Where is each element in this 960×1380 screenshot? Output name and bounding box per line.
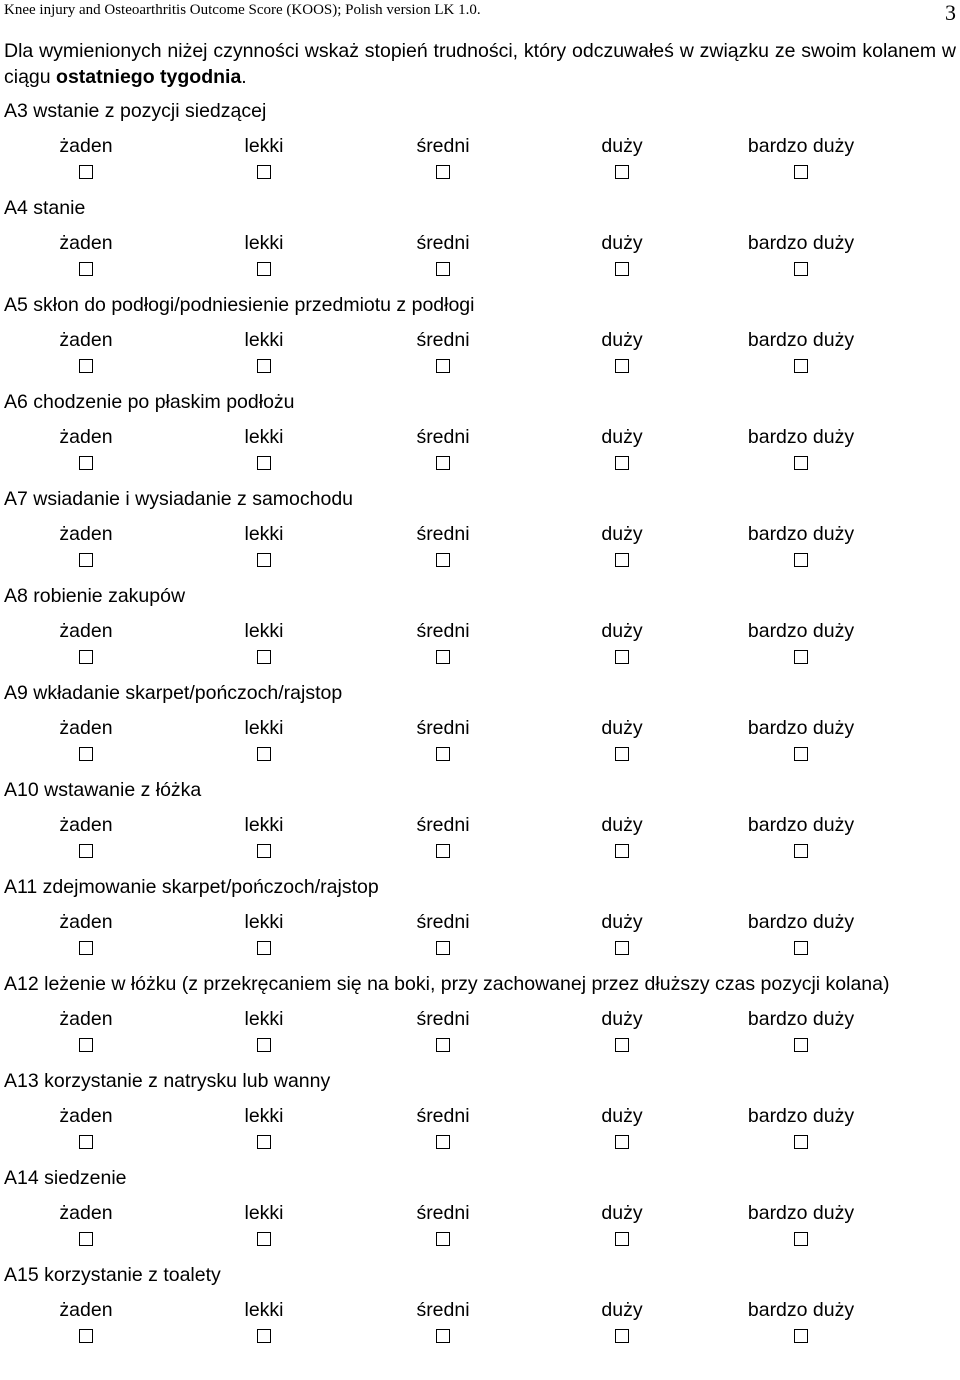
question-label: A9 wkładanie skarpet/pończoch/rajstop: [4, 682, 343, 704]
answer-option[interactable]: [0, 1006, 176, 1052]
answer-option[interactable]: [353, 230, 533, 276]
answer-option-label: lekki: [244, 426, 284, 448]
answer-option[interactable]: [174, 1200, 354, 1246]
answer-checkbox[interactable]: [436, 262, 450, 276]
answer-option[interactable]: [174, 327, 354, 373]
answer-options: [4, 327, 956, 389]
answer-checkbox[interactable]: [615, 650, 629, 664]
answer-option[interactable]: [711, 1297, 891, 1343]
answer-option-label: żaden: [59, 426, 113, 448]
answer-option-label: żaden: [59, 717, 113, 739]
answer-checkbox[interactable]: [257, 747, 271, 761]
answer-checkbox[interactable]: [794, 165, 808, 179]
answer-option[interactable]: [711, 812, 891, 858]
answer-checkbox[interactable]: [615, 456, 629, 470]
answer-options: [4, 133, 956, 195]
answer-option[interactable]: [711, 327, 891, 373]
instructions-text: [4, 38, 956, 90]
answer-option[interactable]: [174, 1006, 354, 1052]
instructions-timeframe: ostatniego tygodnia: [56, 66, 242, 88]
answer-checkbox[interactable]: [436, 941, 450, 955]
answer-option-label: duży: [601, 1202, 643, 1224]
answer-option-label: lekki: [244, 232, 284, 254]
answer-checkbox[interactable]: [79, 1038, 93, 1052]
answer-option[interactable]: [174, 812, 354, 858]
answer-option-label: lekki: [244, 1008, 284, 1030]
answer-option-label: średni: [416, 1202, 470, 1224]
answer-checkbox[interactable]: [79, 941, 93, 955]
answer-option[interactable]: [174, 133, 354, 179]
answer-option-label: duży: [601, 232, 643, 254]
answer-option[interactable]: [0, 1200, 176, 1246]
answer-checkbox[interactable]: [79, 1232, 93, 1246]
answer-checkbox[interactable]: [794, 553, 808, 567]
answer-option-label: duży: [601, 717, 643, 739]
answer-option[interactable]: [353, 618, 533, 664]
answer-checkbox[interactable]: [79, 553, 93, 567]
answer-checkbox[interactable]: [257, 359, 271, 373]
answer-checkbox[interactable]: [257, 456, 271, 470]
answer-option-label: duży: [601, 1299, 643, 1321]
question-item: [4, 777, 956, 874]
answer-option-label: lekki: [244, 1202, 284, 1224]
answer-option-label: lekki: [244, 814, 284, 836]
answer-option[interactable]: [353, 424, 533, 470]
question-label: A8 robienie zakupów: [4, 585, 186, 607]
answer-option-label: lekki: [244, 329, 284, 351]
answer-checkbox[interactable]: [615, 844, 629, 858]
answer-options: [4, 618, 956, 680]
answer-checkbox[interactable]: [436, 553, 450, 567]
question-item: [4, 486, 956, 583]
answer-checkbox[interactable]: [794, 1135, 808, 1149]
answer-option[interactable]: [174, 1297, 354, 1343]
question-label: A15 korzystanie z toalety: [4, 1264, 221, 1286]
answer-option-label: duży: [601, 911, 643, 933]
answer-options: [4, 812, 956, 874]
answer-option-label: lekki: [244, 1105, 284, 1127]
answer-checkbox[interactable]: [794, 1232, 808, 1246]
answer-options: [4, 909, 956, 971]
answer-option[interactable]: [0, 618, 176, 664]
answer-option[interactable]: [174, 715, 354, 761]
answer-options: [4, 1006, 956, 1068]
question-label: A4 stanie: [4, 197, 86, 219]
answer-checkbox[interactable]: [79, 165, 93, 179]
answer-option-label: bardzo duży: [747, 523, 855, 545]
question-label: A14 siedzenie: [4, 1167, 127, 1189]
answer-option[interactable]: [0, 1103, 176, 1149]
answer-option-label: żaden: [59, 1202, 113, 1224]
answer-checkbox[interactable]: [615, 165, 629, 179]
answer-checkbox[interactable]: [794, 359, 808, 373]
answer-option[interactable]: [0, 424, 176, 470]
answer-option[interactable]: [174, 230, 354, 276]
answer-option-label: bardzo duży: [747, 426, 855, 448]
answer-checkbox[interactable]: [794, 1038, 808, 1052]
answer-checkbox[interactable]: [257, 844, 271, 858]
question-item: [4, 680, 956, 777]
answer-option-label: średni: [416, 1105, 470, 1127]
answer-option[interactable]: [0, 812, 176, 858]
answer-option-label: żaden: [59, 329, 113, 351]
answer-checkbox[interactable]: [436, 456, 450, 470]
answer-checkbox[interactable]: [79, 456, 93, 470]
answer-checkbox[interactable]: [794, 262, 808, 276]
answer-option[interactable]: [711, 133, 891, 179]
answer-option[interactable]: [174, 1103, 354, 1149]
answer-option-label: bardzo duży: [747, 620, 855, 642]
answer-option[interactable]: [711, 1006, 891, 1052]
page-header: [4, 2, 956, 24]
answer-option[interactable]: [711, 424, 891, 470]
question-label: A10 wstawanie z łóżka: [4, 779, 202, 801]
answer-checkbox[interactable]: [436, 844, 450, 858]
answer-option-label: duży: [601, 620, 643, 642]
question-label: A6 chodzenie po płaskim podłożu: [4, 391, 295, 413]
answer-option[interactable]: [532, 230, 712, 276]
answer-option[interactable]: [532, 1297, 712, 1343]
question-label: A3 wstanie z pozycji siedzącej: [4, 100, 267, 122]
answer-option[interactable]: [532, 812, 712, 858]
answer-option[interactable]: [0, 327, 176, 373]
answer-checkbox[interactable]: [615, 1329, 629, 1343]
answer-checkbox[interactable]: [615, 941, 629, 955]
answer-option-label: duży: [601, 814, 643, 836]
answer-checkbox[interactable]: [794, 650, 808, 664]
answer-option-label: bardzo duży: [747, 1299, 855, 1321]
answer-checkbox[interactable]: [257, 165, 271, 179]
answer-option-label: duży: [601, 523, 643, 545]
answer-option-label: średni: [416, 329, 470, 351]
answer-option-label: żaden: [59, 814, 113, 836]
answer-option-label: średni: [416, 426, 470, 448]
answer-checkbox[interactable]: [79, 650, 93, 664]
answer-option-label: bardzo duży: [747, 232, 855, 254]
answer-option-label: bardzo duży: [747, 135, 855, 157]
answer-option-label: żaden: [59, 135, 113, 157]
answer-option[interactable]: [353, 1006, 533, 1052]
answer-checkbox[interactable]: [257, 1232, 271, 1246]
answer-options: [4, 1200, 956, 1262]
answer-option-label: żaden: [59, 1105, 113, 1127]
answer-checkbox[interactable]: [257, 1038, 271, 1052]
answer-checkbox[interactable]: [436, 359, 450, 373]
answer-option[interactable]: [174, 909, 354, 955]
answer-option-label: bardzo duży: [747, 1008, 855, 1030]
answer-checkbox[interactable]: [257, 941, 271, 955]
answer-option[interactable]: [711, 230, 891, 276]
answer-option-label: średni: [416, 135, 470, 157]
answer-option[interactable]: [532, 618, 712, 664]
answer-option[interactable]: [711, 618, 891, 664]
answer-option[interactable]: [711, 1200, 891, 1246]
answer-option-label: średni: [416, 911, 470, 933]
question-list: [4, 98, 956, 1359]
page-number: 3: [945, 0, 956, 25]
answer-option-label: duży: [601, 426, 643, 448]
answer-option[interactable]: [174, 521, 354, 567]
question-item: [4, 292, 956, 389]
answer-checkbox[interactable]: [794, 456, 808, 470]
answer-option[interactable]: [353, 812, 533, 858]
answer-checkbox[interactable]: [794, 1329, 808, 1343]
answer-option-label: żaden: [59, 1008, 113, 1030]
answer-checkbox[interactable]: [615, 1038, 629, 1052]
answer-option-label: żaden: [59, 523, 113, 545]
answer-checkbox[interactable]: [615, 262, 629, 276]
answer-option[interactable]: [532, 327, 712, 373]
answer-option-label: średni: [416, 523, 470, 545]
answer-option-label: lekki: [244, 717, 284, 739]
answer-option-label: duży: [601, 1105, 643, 1127]
answer-option[interactable]: [532, 1006, 712, 1052]
answer-option-label: lekki: [244, 135, 284, 157]
answer-checkbox[interactable]: [436, 1232, 450, 1246]
question-item: [4, 1165, 956, 1262]
answer-options: [4, 230, 956, 292]
answer-option-label: żaden: [59, 620, 113, 642]
answer-option-label: żaden: [59, 232, 113, 254]
answer-option[interactable]: [532, 909, 712, 955]
answer-checkbox[interactable]: [794, 844, 808, 858]
answer-option[interactable]: [353, 1200, 533, 1246]
answer-checkbox[interactable]: [79, 844, 93, 858]
answer-option[interactable]: [711, 715, 891, 761]
answer-options: [4, 521, 956, 583]
answer-checkbox[interactable]: [436, 1038, 450, 1052]
answer-checkbox[interactable]: [257, 262, 271, 276]
instructions-lead: Dla wymienionych niżej czynności wskaż stopień trudności, który odczuwałeś w związku ze swoim kolanem w ciągu: [4, 40, 956, 88]
question-label: A12 leżenie w łóżku (z przekręcaniem się na boki, przy zachowanej przez dłuższy czas pozycji kolana): [4, 973, 890, 995]
answer-option[interactable]: [353, 133, 533, 179]
document-title: Knee injury and Osteoarthritis Outcome Score (KOOS); Polish version LK 1.0.: [4, 2, 481, 18]
answer-option[interactable]: [532, 521, 712, 567]
answer-option-label: bardzo duży: [747, 329, 855, 351]
answer-checkbox[interactable]: [615, 553, 629, 567]
answer-option[interactable]: [353, 521, 533, 567]
question-item: [4, 1068, 956, 1165]
answer-option-label: bardzo duży: [747, 1202, 855, 1224]
answer-option-label: duży: [601, 1008, 643, 1030]
answer-option[interactable]: [0, 230, 176, 276]
answer-checkbox[interactable]: [79, 1135, 93, 1149]
answer-option-label: żaden: [59, 911, 113, 933]
answer-option[interactable]: [0, 715, 176, 761]
answer-checkbox[interactable]: [615, 1135, 629, 1149]
answer-option-label: duży: [601, 329, 643, 351]
question-label: A7 wsiadanie i wysiadanie z samochodu: [4, 488, 354, 510]
question-item: [4, 195, 956, 292]
question-item: [4, 98, 956, 195]
answer-option-label: średni: [416, 232, 470, 254]
answer-option[interactable]: [353, 1103, 533, 1149]
answer-checkbox[interactable]: [79, 359, 93, 373]
answer-checkbox[interactable]: [436, 1135, 450, 1149]
answer-option-label: średni: [416, 717, 470, 739]
answer-option-label: żaden: [59, 1299, 113, 1321]
answer-option[interactable]: [532, 715, 712, 761]
answer-option-label: bardzo duży: [747, 1105, 855, 1127]
question-item: [4, 874, 956, 971]
answer-checkbox[interactable]: [79, 262, 93, 276]
answer-checkbox[interactable]: [794, 941, 808, 955]
answer-checkbox[interactable]: [615, 747, 629, 761]
answer-option[interactable]: [353, 715, 533, 761]
answer-option-label: bardzo duży: [747, 814, 855, 836]
answer-option[interactable]: [174, 424, 354, 470]
answer-option-label: duży: [601, 135, 643, 157]
answer-option-label: bardzo duży: [747, 717, 855, 739]
answer-checkbox[interactable]: [615, 359, 629, 373]
answer-checkbox[interactable]: [257, 650, 271, 664]
answer-options: [4, 424, 956, 486]
instructions-end: .: [241, 66, 247, 88]
answer-option[interactable]: [711, 521, 891, 567]
question-item: [4, 389, 956, 486]
answer-option[interactable]: [532, 424, 712, 470]
answer-options: [4, 715, 956, 777]
questionnaire-section: [4, 38, 956, 1359]
answer-option[interactable]: [711, 1103, 891, 1149]
answer-option[interactable]: [0, 909, 176, 955]
answer-checkbox[interactable]: [436, 747, 450, 761]
question-label: A11 zdejmowanie skarpet/pończoch/rajstop: [4, 876, 379, 898]
answer-option[interactable]: [353, 909, 533, 955]
answer-option[interactable]: [0, 133, 176, 179]
answer-options: [4, 1297, 956, 1359]
question-item: [4, 971, 956, 1068]
answer-option[interactable]: [0, 521, 176, 567]
answer-option[interactable]: [174, 618, 354, 664]
answer-checkbox[interactable]: [436, 165, 450, 179]
question-label: A13 korzystanie z natrysku lub wanny: [4, 1070, 331, 1092]
answer-checkbox[interactable]: [79, 1329, 93, 1343]
answer-option-label: lekki: [244, 911, 284, 933]
answer-option[interactable]: [532, 1103, 712, 1149]
answer-option[interactable]: [0, 1297, 176, 1343]
answer-option-label: średni: [416, 814, 470, 836]
answer-option-label: lekki: [244, 1299, 284, 1321]
answer-option-label: średni: [416, 620, 470, 642]
answer-option[interactable]: [353, 1297, 533, 1343]
answer-checkbox[interactable]: [79, 747, 93, 761]
answer-option[interactable]: [353, 327, 533, 373]
answer-checkbox[interactable]: [257, 1329, 271, 1343]
answer-options: [4, 1103, 956, 1165]
question-label: A5 skłon do podłogi/podniesienie przedmiotu z podłogi: [4, 294, 475, 316]
answer-option[interactable]: [711, 909, 891, 955]
answer-checkbox[interactable]: [436, 650, 450, 664]
answer-checkbox[interactable]: [257, 553, 271, 567]
answer-option[interactable]: [532, 1200, 712, 1246]
answer-option-label: średni: [416, 1299, 470, 1321]
answer-checkbox[interactable]: [615, 1232, 629, 1246]
answer-option-label: lekki: [244, 523, 284, 545]
answer-option-label: średni: [416, 1008, 470, 1030]
answer-option[interactable]: [532, 133, 712, 179]
answer-option-label: bardzo duży: [747, 911, 855, 933]
question-item: [4, 1262, 956, 1359]
answer-option-label: lekki: [244, 620, 284, 642]
answer-checkbox[interactable]: [257, 1135, 271, 1149]
question-item: [4, 583, 956, 680]
answer-checkbox[interactable]: [436, 1329, 450, 1343]
answer-checkbox[interactable]: [794, 747, 808, 761]
